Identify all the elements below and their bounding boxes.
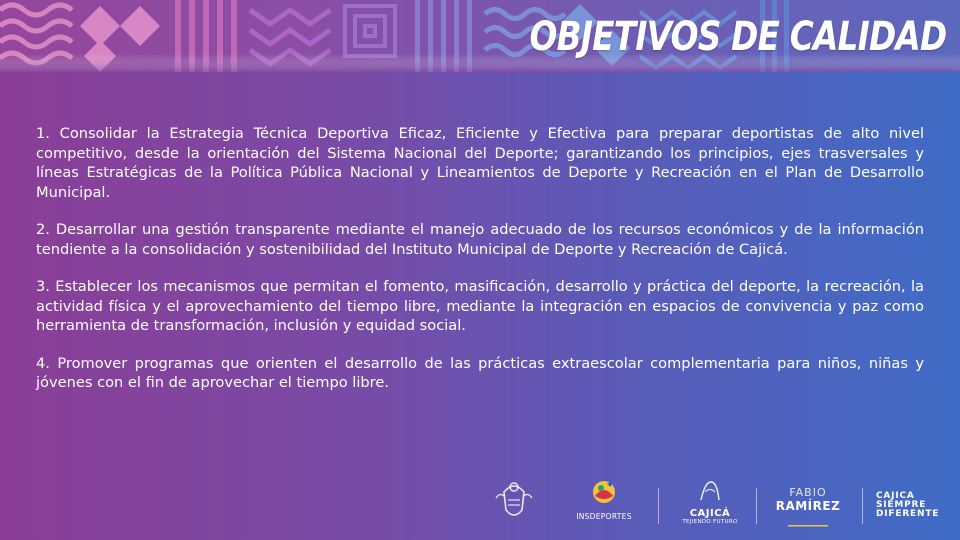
- cajica-logo-icon: [693, 478, 727, 504]
- logo-divider: [862, 488, 863, 524]
- objective-item: 3. Establecer los mecanismos que permitan el fomento, masificación, desarrollo y práctica del deporte, la recreación, la actividad física y el aprovechamiento del tiempo libre, mediante la integración en espacios de convivencia y paz como herramienta de transformación, inclusión y equidad social.: [36, 278, 924, 334]
- cajica-siempre-diferente-logo: [876, 492, 956, 519]
- insdeportes-logo-icon: [587, 478, 621, 508]
- slogan-line3: DIFERENTE: [876, 509, 940, 519]
- objectives-list: [36, 124, 924, 411]
- objective-item: 2. Desarrollar una gestión transparente mediante el manejo adecuado de los recursos económicos y de la información tendiente a la consolidación y sostenibilidad del Instituto Municipal de Deporte y Recreación de Cajicá.: [36, 221, 924, 258]
- cajica-tagline: TEJIENDO FUTURO: [682, 519, 738, 525]
- fabio-ramirez-logo: [770, 486, 846, 532]
- ramirez-underline-icon: [788, 524, 828, 528]
- insdeportes-logo: [572, 478, 636, 521]
- ramirez-label: RAMÍREZ: [775, 499, 841, 513]
- cajica-logo: [672, 478, 748, 525]
- page-title: OBJETIVOS DE CALIDAD: [529, 14, 946, 60]
- cajica-label: CAJICÁ: [689, 508, 731, 519]
- logo-divider: [756, 488, 757, 524]
- slogan-line2: SIEMPRE: [876, 500, 927, 510]
- logo-divider: [658, 488, 659, 524]
- insdeportes-label: INSDEPORTES: [576, 512, 632, 521]
- coat-of-arms-icon: [490, 478, 538, 530]
- footer-logos: [486, 478, 956, 534]
- fabio-label: FABIO: [789, 486, 827, 499]
- slogan-line1: CAJICA: [876, 491, 915, 501]
- objective-item: 4. Promover programas que orienten el desarrollo de las prácticas extraescolar complementaria para niños, niñas y jóvenes con el fin de aprovechar el tiempo libre.: [36, 354, 924, 391]
- objective-item: 1. Consolidar la Estrategia Técnica Deportiva Eficaz, Eficiente y Efectiva para preparar deportistas de alto nivel competitivo, desde la orientación del Sistema Nacional del Deporte; garantizando los principios, ejes trasversales y líneas Estratégicas de la Política Pública Nacional y Lineamientos de Deporte y Recreación en el Plan de Desarrollo Municipal.: [36, 125, 924, 201]
